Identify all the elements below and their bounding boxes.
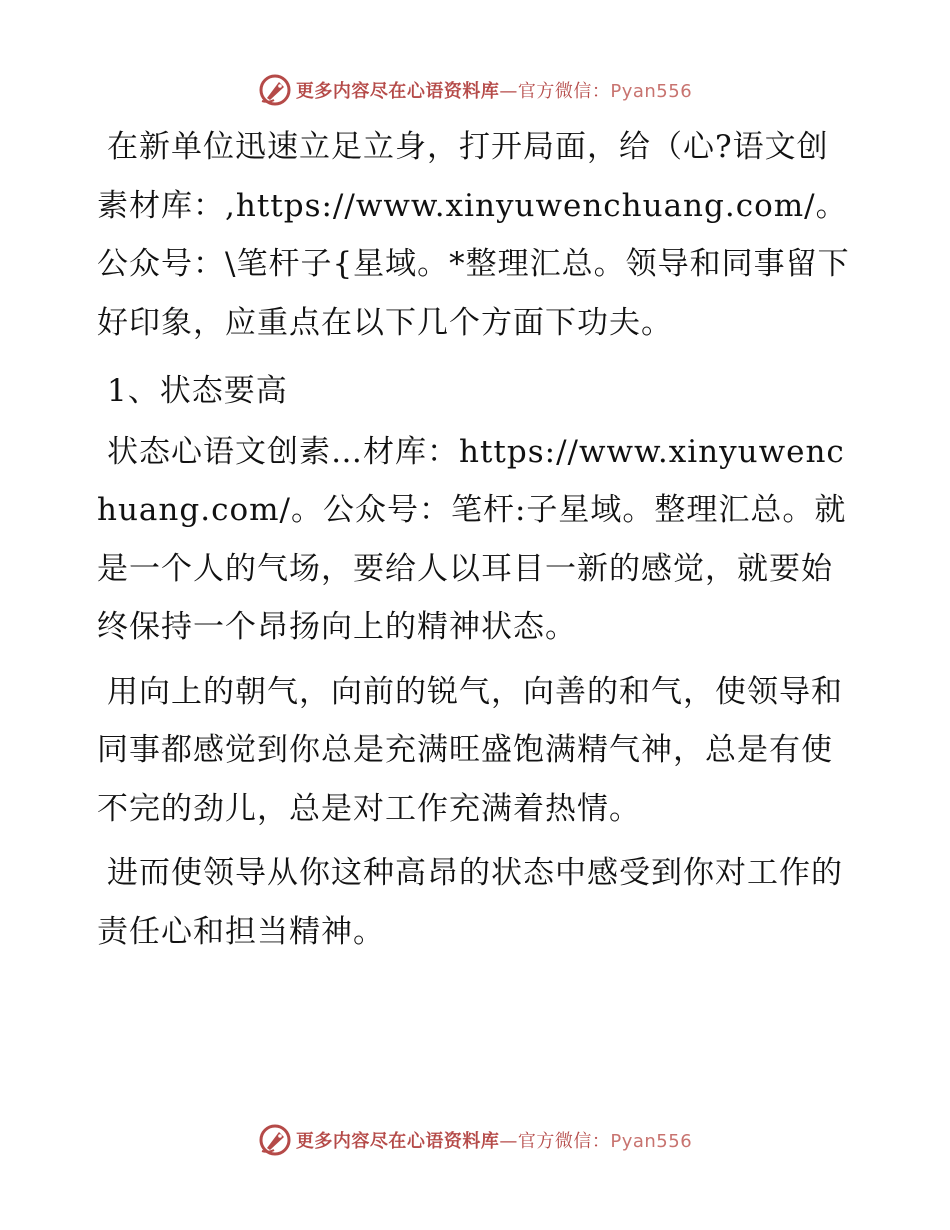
paragraph-intro — [97, 118, 857, 352]
document-body — [97, 118, 857, 961]
section-heading — [97, 362, 857, 421]
banner-wechat-id: Pyan556 — [610, 1131, 693, 1152]
banner-main-text: 更多内容尽在心语资料库 — [295, 1131, 500, 1152]
banner-main-text: 更多内容尽在心语资料库 — [295, 81, 500, 102]
banner-separator: — — [499, 81, 518, 102]
banner-wechat-label: 官方微信： — [517, 1131, 611, 1152]
paragraph-responsibility-text: 进而使领导从你这种高昂的状态中感受到你对工作的责任心和担当精神。 — [97, 855, 843, 950]
paragraph-state — [97, 423, 857, 657]
paragraph-intro-text: 在新单位迅速立足立身，打开局面，给（心?语文创素材库：,https://www.xinyuwenchuang.com/。公众号：\笔杆子{星域。*整理汇总。领导和同事留下好印象，应重点在以下几个方面下功夫。 — [97, 129, 850, 341]
pen-nib-logo-icon — [258, 73, 292, 107]
footer-banner — [0, 1120, 950, 1160]
banner-separator: — — [499, 1131, 518, 1152]
section-heading-text: 1、状态要高 — [107, 373, 288, 409]
paragraph-responsibility — [97, 844, 857, 961]
paragraph-state-text: 状态心语文创素…材库：https://www.xinyuwenchuang.com/。公众号：笔杆:子星域。整理汇总。就是一个人的气场，要给人以耳目一新的感觉，就要始终保持一个昂扬向上的精神状态。 — [97, 433, 847, 645]
banner-wechat-id: Pyan556 — [610, 81, 693, 102]
banner-wechat-label: 官方微信： — [517, 81, 611, 102]
paragraph-spirit — [97, 663, 857, 839]
header-banner — [0, 70, 950, 110]
paragraph-spirit-text: 用向上的朝气，向前的锐气，向善的和气，使领导和同事都感觉到你总是充满旺盛饱满精气神，总是有使不完的劲儿，总是对工作充满着热情。 — [97, 673, 843, 827]
pen-nib-logo-icon — [258, 1123, 292, 1157]
